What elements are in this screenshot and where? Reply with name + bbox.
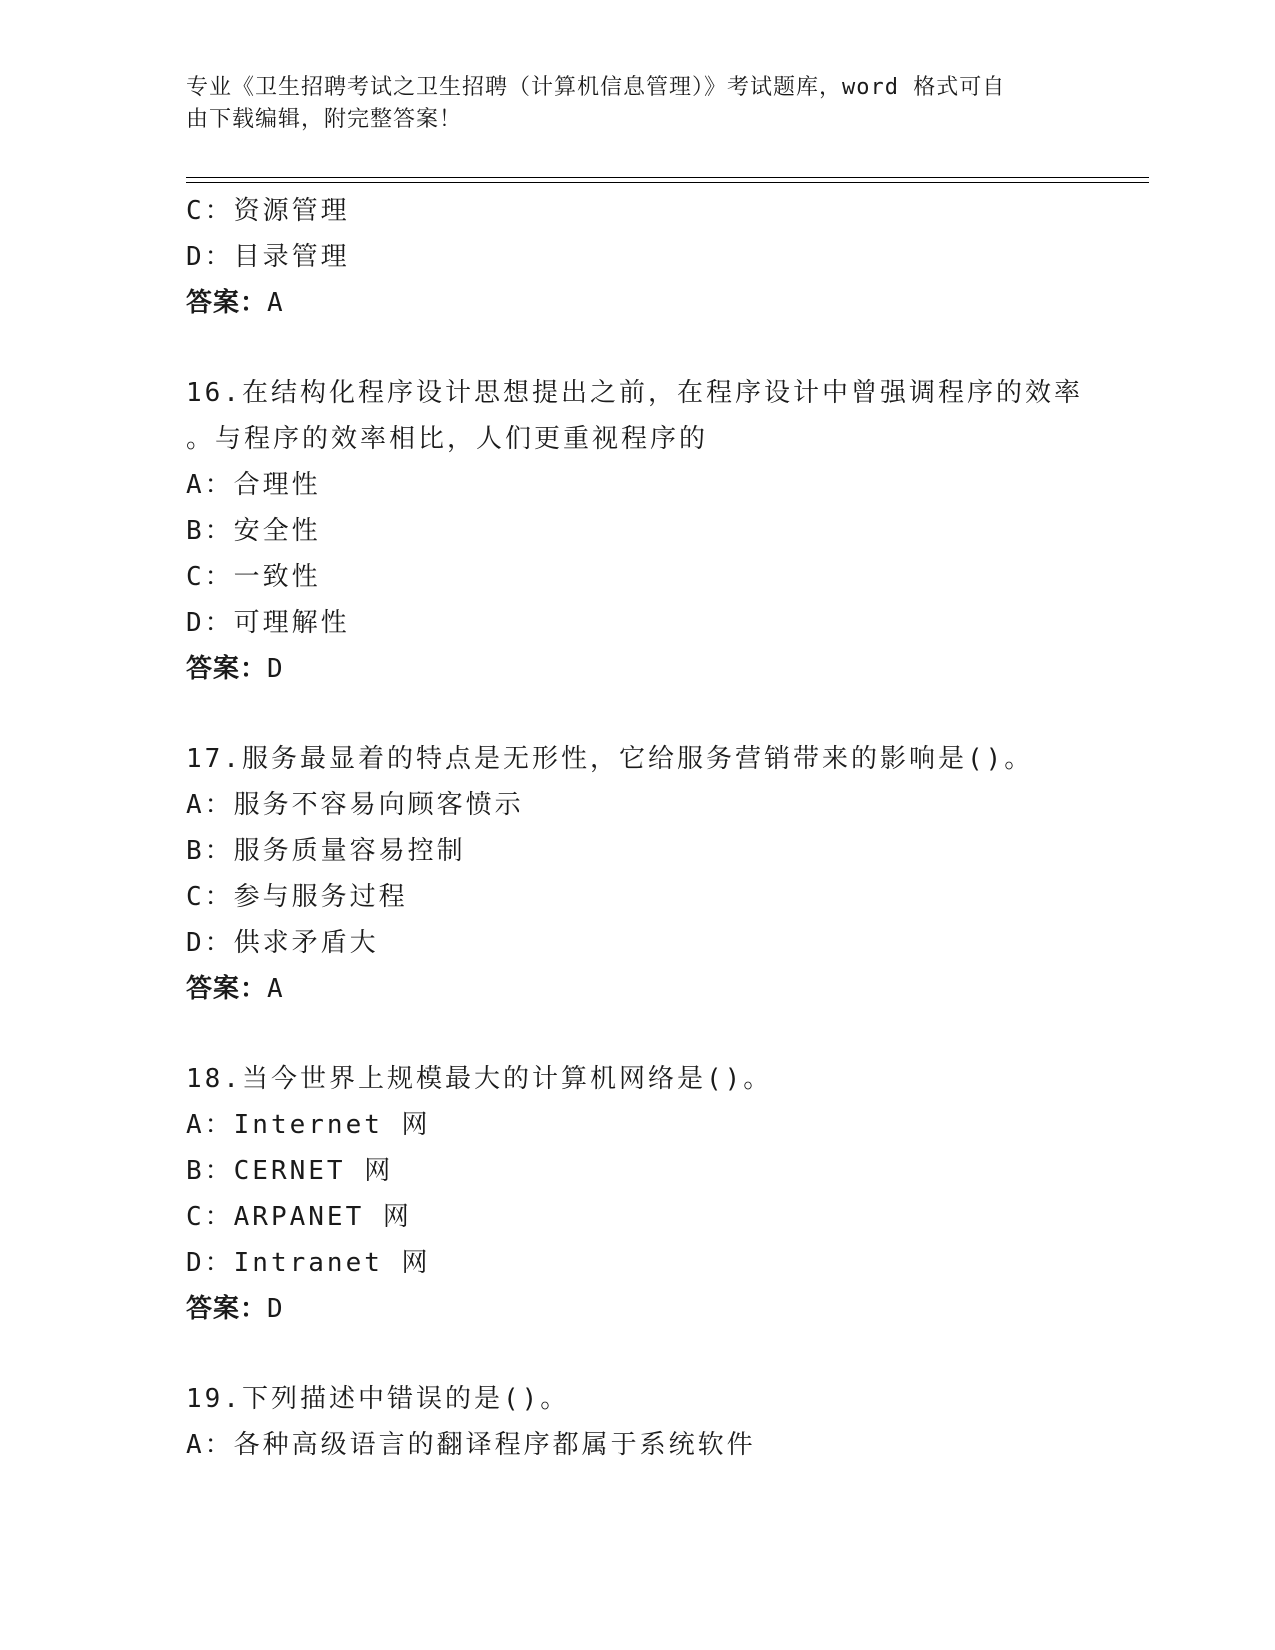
question-stem: 17.服务最显着的特点是无形性，它给服务营销带来的影响是()。 — [186, 744, 1034, 774]
answer-label: 答案： — [186, 288, 268, 318]
header-divider-top — [186, 177, 1149, 178]
option-c: C：参与服务过程 — [186, 882, 408, 912]
question-19 — [186, 1376, 1106, 1468]
option-a: A：Internet 网 — [186, 1110, 431, 1140]
answer-value: D — [267, 1294, 283, 1324]
option-a: A：服务不容易向顾客愤示 — [186, 790, 524, 820]
document-header — [186, 72, 1086, 136]
question-15-tail — [186, 188, 1106, 326]
question-stem-continued: 。与程序的效率相比，人们更重视程序的 — [186, 424, 709, 454]
answer-line — [186, 280, 1106, 326]
question-stem: 19.下列描述中错误的是()。 — [186, 1384, 570, 1414]
option-b: B：安全性 — [186, 516, 321, 546]
answer-line — [186, 1286, 1106, 1332]
answer-label: 答案： — [186, 1294, 268, 1324]
question-17 — [186, 736, 1106, 1012]
header-line-1: 专业《卫生招聘考试之卫生招聘（计算机信息管理）》考试题库，word 格式可自 — [186, 75, 1006, 100]
option-d: D：目录管理 — [186, 242, 350, 272]
option-b: B：CERNET 网 — [186, 1156, 394, 1186]
question-list — [186, 188, 1106, 1468]
answer-label: 答案： — [186, 974, 268, 1004]
option-d: D：Intranet 网 — [186, 1248, 431, 1278]
answer-line — [186, 646, 1106, 692]
answer-value: A — [267, 288, 283, 318]
answer-label: 答案： — [186, 654, 268, 684]
option-d: D：可理解性 — [186, 608, 350, 638]
answer-value: A — [267, 974, 283, 1004]
header-divider-bottom — [186, 182, 1149, 183]
header-line-2: 由下载编辑，附完整答案！ — [186, 107, 463, 132]
option-d: D：供求矛盾大 — [186, 928, 379, 958]
option-c: C：一致性 — [186, 562, 321, 592]
option-a: A：各种高级语言的翻译程序都属于系统软件 — [186, 1430, 756, 1460]
option-c: C：ARPANET 网 — [186, 1202, 412, 1232]
question-stem: 18.当今世界上规模最大的计算机网络是()。 — [186, 1064, 773, 1094]
answer-line — [186, 966, 1106, 1012]
option-b: B：服务质量容易控制 — [186, 836, 466, 866]
option-c: C：资源管理 — [186, 196, 350, 226]
question-stem: 16.在结构化程序设计思想提出之前，在程序设计中曾强调程序的效率 — [186, 378, 1083, 408]
option-a: A：合理性 — [186, 470, 321, 500]
question-16 — [186, 370, 1106, 692]
question-18 — [186, 1056, 1106, 1332]
answer-value: D — [267, 654, 283, 684]
